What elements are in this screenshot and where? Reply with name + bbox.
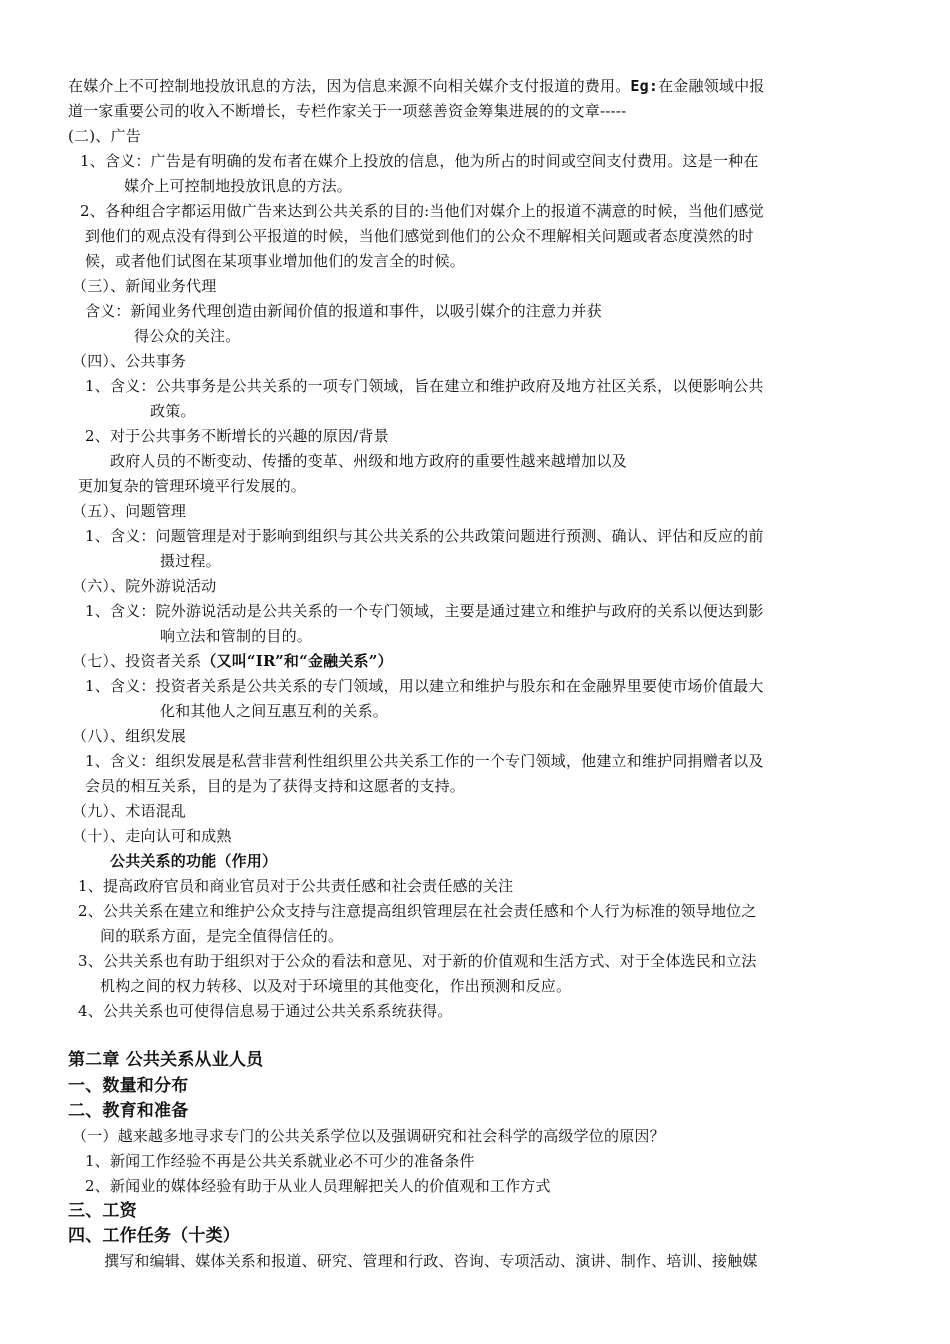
section-heading: （四）、公共事务 [72, 352, 187, 370]
text-line: 1、含义：组织发展是私营非营利性组织里公共关系工作的一个专门领域，他建立和维护同捐赠者以及 [85, 752, 764, 770]
text-line: 2、各种组合字都运用做广告来达到公共关系的目的:当他们对媒介上的报道不满意的时候，当他们感觉 [80, 202, 764, 220]
text-line: 1、提高政府官员和商业官员对于公共责任感和社会责任感的关注 [78, 877, 514, 895]
text-line: 摄过程。 [160, 552, 221, 570]
text-line: 道一家重要公司的收入不断增长，专栏作家关于一项慈善资金筹集进展的的文章----- [68, 102, 627, 120]
text-line: 化和其他人之间互惠互利的关系。 [160, 702, 389, 720]
text-line: 2、新闻业的媒体经验有助于从业人员理解把关人的价值观和工作方式 [85, 1177, 551, 1195]
section-heading: （八）、组织发展 [72, 727, 187, 745]
bold-subheading: 公共关系的功能（作用） [110, 852, 278, 870]
text-span: 在金融领域中报 [658, 77, 765, 95]
section-heading: （九）、术语混乱 [72, 802, 187, 820]
chapter-heading: 二、教育和准备 [68, 1101, 189, 1121]
text-line: 撰写和编辑、媒体关系和报道、研究、管理和行政、咨询、专项活动、演讲、制作、培训、接触媒 [104, 1252, 758, 1270]
chapter-heading: 四、工作任务（十类） [68, 1226, 240, 1246]
text-line: 3、公共关系也有助于组织对于公众的看法和意见、对于新的价值观和生活方式、对于全体选民和立法 [78, 952, 757, 970]
text-line: 到他们的观点没有得到公平报道的时候，当他们感觉到他们的公众不理解相关问题或者态度漠然的时 [85, 227, 754, 245]
text-line: 含义：新闻业务代理创造由新闻价值的报道和事件，以吸引媒介的注意力并获 [85, 302, 602, 320]
example-prefix: Eg: [630, 77, 659, 95]
text-line: 政府人员的不断变动、传播的变革、州级和地方政府的重要性越来越增加以及 [110, 452, 627, 470]
text-line: 媒介上可控制地投放讯息的方法。 [124, 177, 353, 195]
text-line: 得公众的关注。 [134, 327, 241, 345]
text-line: 更加复杂的管理环境平行发展的。 [78, 477, 307, 495]
text-line: 2、公共关系在建立和维护公众支持与注意提高组织管理层在社会责任感和个人行为标准的领导地位之 [78, 902, 757, 920]
section-heading [72, 651, 393, 671]
section-heading: （五）、问题管理 [72, 502, 187, 520]
text-line: 响立法和管制的目的。 [160, 627, 313, 645]
text-line: 1、含义：院外游说活动是公共关系的一个专门领域，主要是通过建立和维护与政府的关系以便达到影 [85, 602, 764, 620]
text-line: 1、含义：投资者关系是公共关系的专门领域，用以建立和维护与股东和在金融界里要使市场价值最大 [85, 677, 764, 695]
section-heading: （十）、走向认可和成熟 [72, 827, 232, 845]
text-line: 1、新闻工作经验不再是公共关系就业必不可少的准备条件 [85, 1152, 475, 1170]
section-heading: （六）、院外游说活动 [72, 577, 217, 595]
text-line: 1、含义：公共事务是公共关系的一项专门领域，旨在建立和维护政府及地方社区关系，以便影响公共 [85, 377, 764, 395]
text-line [68, 76, 765, 96]
text-span: （七）、投资者关系 [72, 652, 202, 670]
text-span: 在媒介上不可控制地投放讯息的方法，因为信息来源不向相关媒介支付报道的费用。 [68, 77, 631, 95]
text-line: 会员的相互关系，目的是为了获得支持和这愿者的支持。 [85, 777, 466, 795]
text-line: 机构之间的权力转移、以及对于环境里的其他变化，作出预测和反应。 [100, 977, 572, 995]
section-heading: （三）、新闻业务代理 [72, 277, 217, 295]
chapter-heading: 一、数量和分布 [68, 1076, 189, 1096]
text-line: 1、含义：问题管理是对于影响到组织与其公共关系的公共政策问题进行预测、确认、评估和反应的前 [85, 527, 764, 545]
text-line: 4、公共关系也可使得信息易于通过公共关系系统获得。 [78, 1002, 453, 1020]
text-line: （一）越来越多地寻求专门的公共关系学位以及强调研究和社会科学的高级学位的原因？ [72, 1127, 665, 1145]
chapter-heading: 三、工资 [68, 1201, 137, 1221]
text-line: 2、对于公共事务不断增长的兴趣的原因/背景 [85, 427, 389, 445]
section-heading: (二)、广告 [68, 127, 141, 145]
text-line: 1、含义：广告是有明确的发布者在媒介上投放的信息，他为所占的时间或空间支付费用。这是一种在 [80, 152, 759, 170]
text-line: 间的联系方面，是完全值得信任的。 [100, 927, 344, 945]
bold-note: （又叫“IR”和“金融关系”） [201, 652, 393, 670]
chapter-title: 第二章 公共关系从业人员 [68, 1050, 264, 1070]
text-line: 候，或者他们试图在某项事业增加他们的发言全的时候。 [85, 252, 466, 270]
text-line: 政策。 [150, 402, 196, 420]
